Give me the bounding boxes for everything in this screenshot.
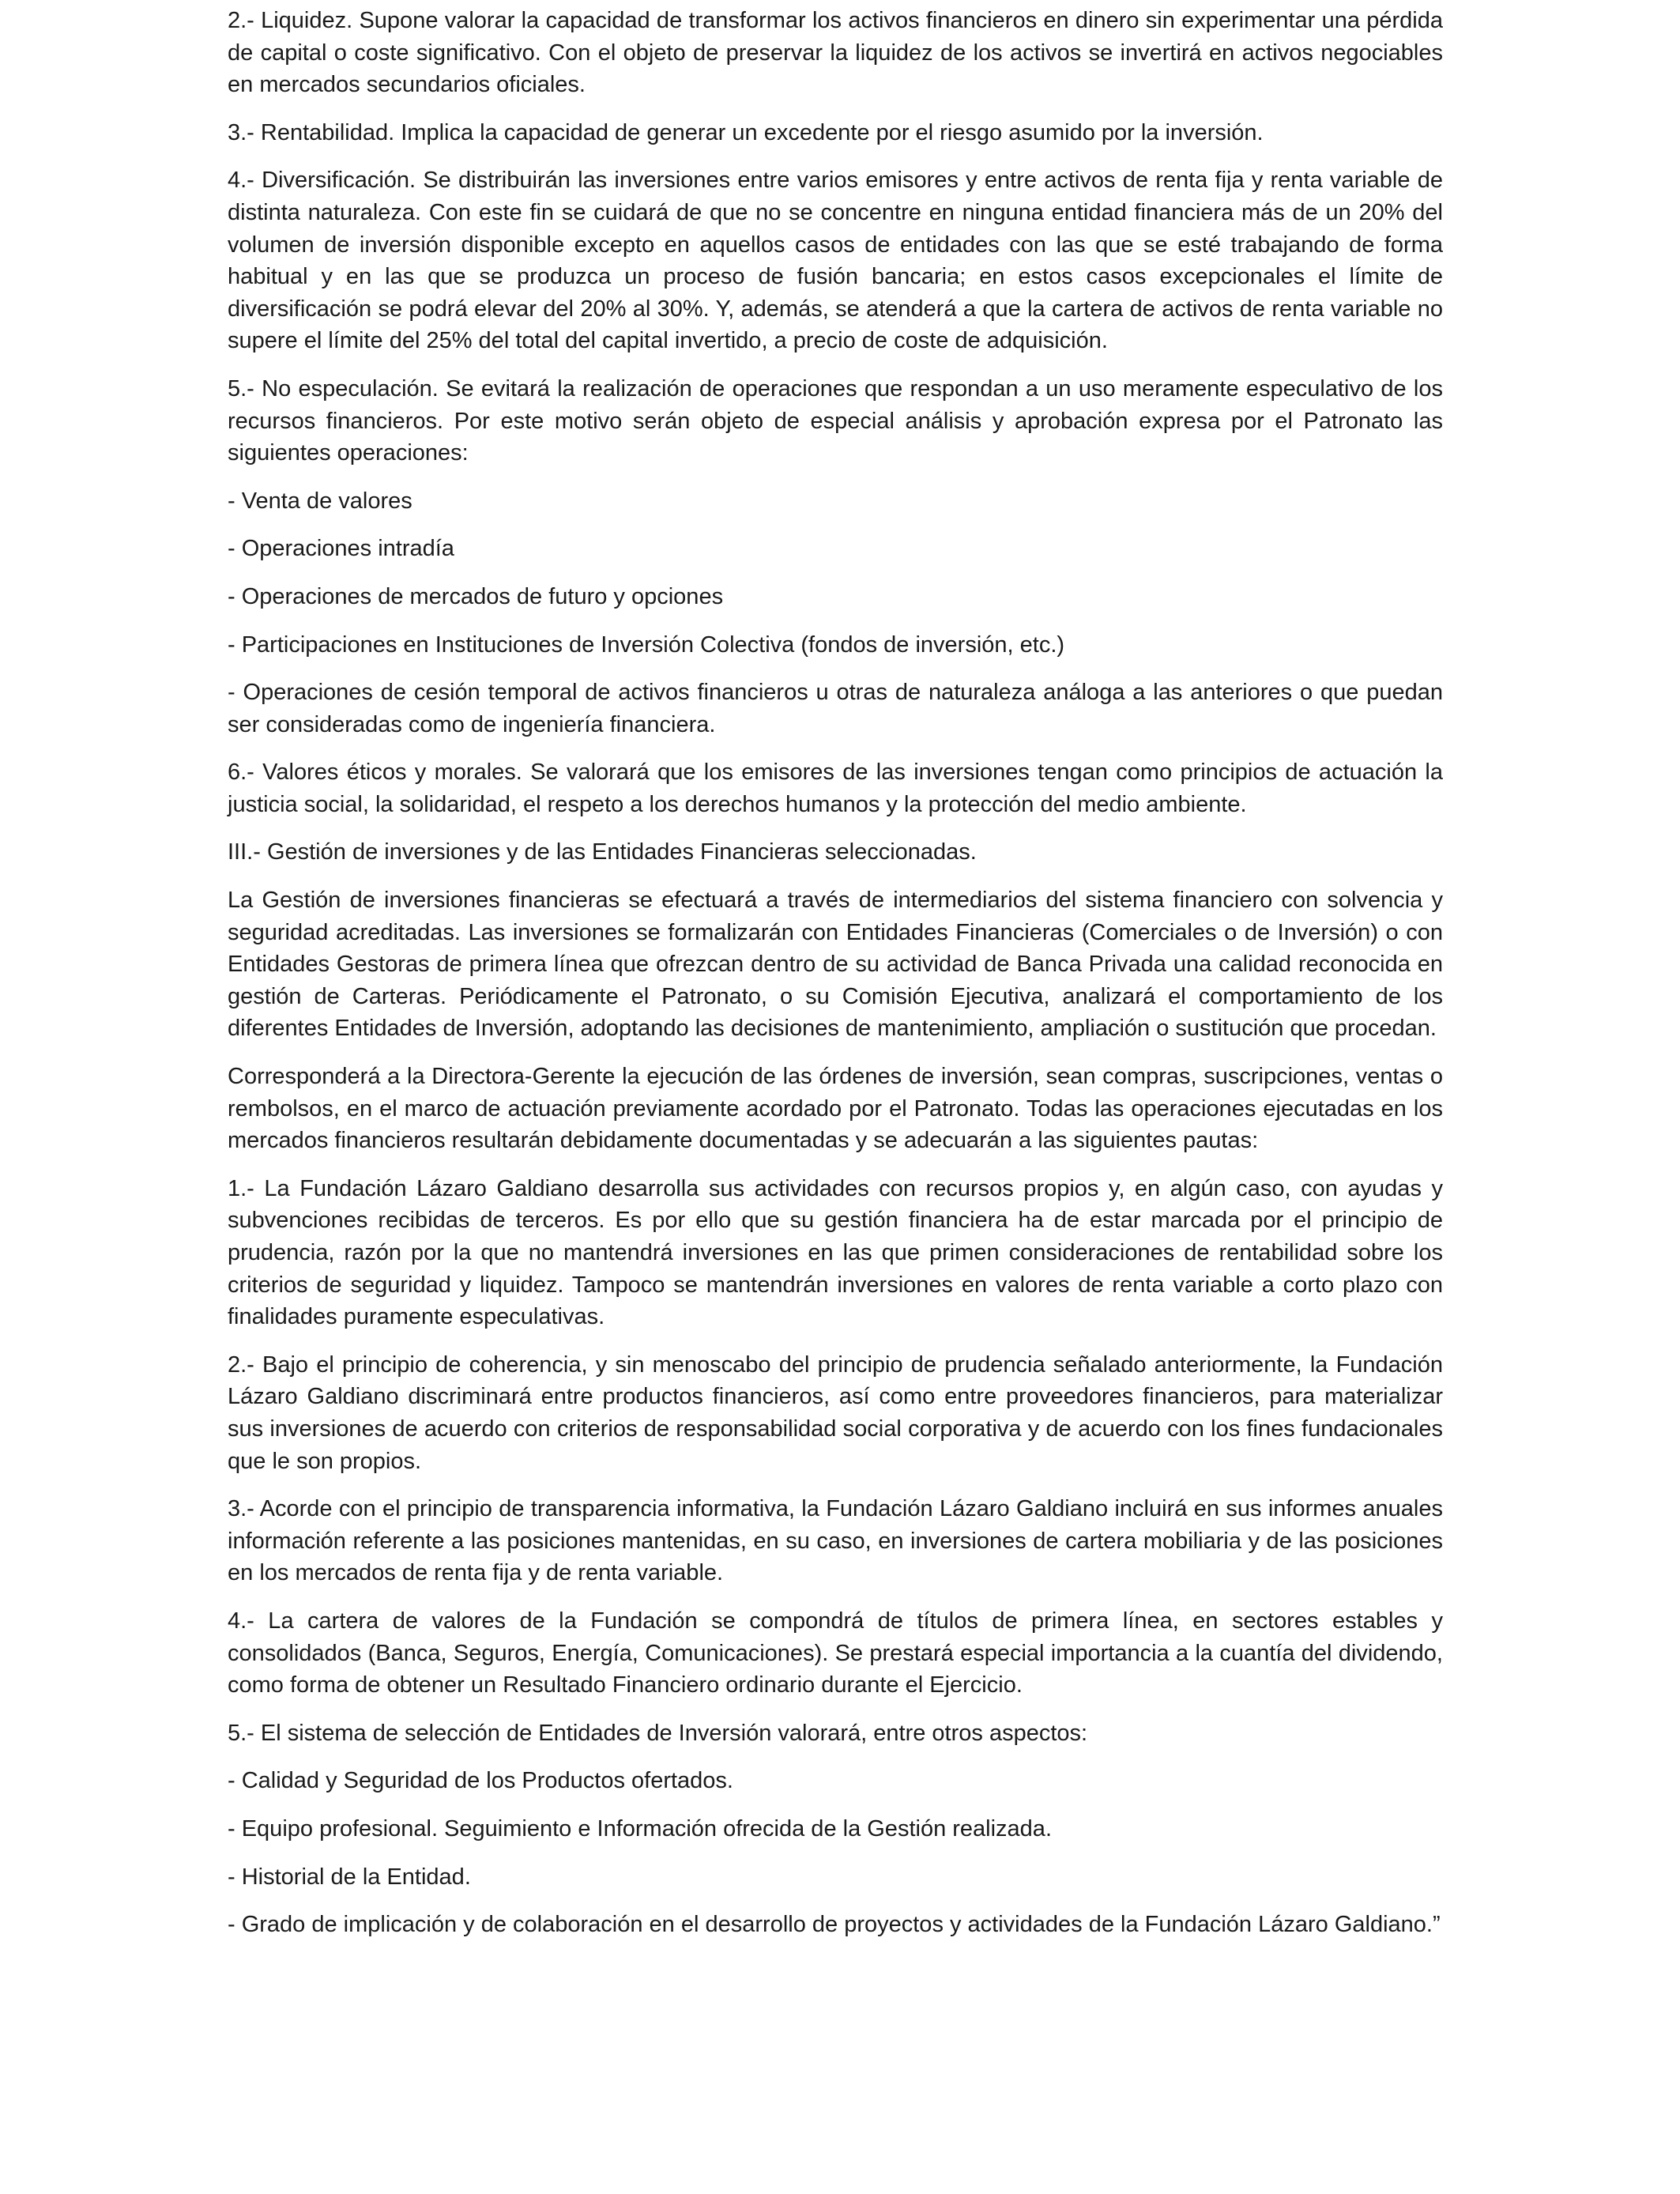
list-item: - Historial de la Entidad. (228, 1864, 471, 1890)
list-item: - Grado de implicación y de colaboración en el desarrollo de proyectos y actividades de la Fundación Lázaro Galdiano.” (228, 1912, 1441, 1938)
paragraph-valores-eticos: 6.- Valores éticos y morales. Se valorará que los emisores de las inversiones tengan como principios de actuación la justicia social, la solidaridad, el respeto a los derechos humanos y la protección del medio ambiente. (228, 760, 1443, 817)
paragraph-no-especulacion: 5.- No especulación. Se evitará la realización de operaciones que respondan a un uso meramente especulativo de los recursos financieros. Por este motivo serán objeto de especial análisis y aprobación expresa por el Patronato las siguientes operaciones: (228, 375, 1443, 466)
list-item: - Equipo profesional. Seguimiento e Información ofrecida de la Gestión realizada. (228, 1815, 1052, 1842)
list-item: - Venta de valores (228, 488, 412, 514)
paragraph-pauta-4: 4.- La cartera de valores de la Fundación se compondrá de títulos de primera línea, en sectores estables y consolidados (Banca, Seguros, Energía, Comunicaciones). Se prestará especial importancia a la cuantía del dividendo, como forma de obtener un Resultado Financiero ordinario durante el Ejercicio. (228, 1608, 1443, 1698)
document-page (228, 5, 1443, 1957)
paragraph-pauta-1: 1.- La Fundación Lázaro Galdiano desarrolla sus actividades con recursos propios y, en algún caso, con ayudas y subvenciones recibidas de terceros. Es por ello que su gestión financiera ha de estar marcada por el principio de prudencia, razón por la que no mantendrá inversiones en las que primen consideraciones de rentabilidad sobre los criterios de seguridad y liquidez. Tampoco se mantendrán inversiones en valores de renta variable a corto plazo con finalidades puramente especulativas. (228, 1175, 1443, 1330)
paragraph-gestion: La Gestión de inversiones financieras se efectuará a través de intermediarios del sistema financiero con solvencia y seguridad acreditadas. Las inversiones se formalizarán con Entidades Financieras (Comerciales o de Inversión) o con Entidades Gestoras de primera línea que ofrezcan dentro de su actividad de Banca Privada una calidad reconocida en gestión de Carteras. Periódicamente el Patronato, o su Comisión Ejecutiva, analizará el comportamiento de los diferentes Entidades de Inversión, adoptando las decisiones de mantenimiento, ampliación o sustitución que procedan. (228, 888, 1443, 1042)
list-item: - Participaciones en Instituciones de Inversión Colectiva (fondos de inversión, etc.) (228, 631, 1065, 658)
list-item: - Operaciones de cesión temporal de activos financieros u otras de naturaleza análoga a las anteriores o que puedan ser consideradas como de ingeniería financiera. (228, 680, 1443, 737)
paragraph-diversificacion: 4.- Diversificación. Se distribuirán las inversiones entre varios emisores y entre activos de renta fija y renta variable de distinta naturaleza. Con este fin se cuidará de que no se concentre en ninguna entidad financiera más de un 20% del volumen de inversión disponible excepto en aquellos casos de entidades con las que se esté trabajando de forma habitual y en las que se produzca un proceso de fusión bancaria; en estos casos excepcionales el límite de diversificación se podrá elevar del 20% al 30%. Y, además, se atenderá a que la cartera de activos de renta variable no supere el límite del 25% del total del capital invertido, a precio de coste de adquisición. (228, 168, 1443, 354)
paragraph-liquidez: 2.- Liquidez. Supone valorar la capacidad de transformar los activos financieros en dinero sin experimentar una pérdida de capital o coste significativo. Con el objeto de preservar la liquidez de los activos se invertirá en activos negociables en mercados secundarios oficiales. (228, 8, 1443, 98)
paragraph-directora-gerente: Corresponderá a la Directora-Gerente la ejecución de las órdenes de inversión, sean compras, suscripciones, ventas o rembolsos, en el marco de actuación previamente acordado por el Patronato. Todas las operaciones ejecutadas en los mercados financieros resultarán debidamente documentadas y se adecuarán a las siguientes pautas: (228, 1064, 1443, 1154)
paragraph-pauta-5: 5.- El sistema de selección de Entidades de Inversión valorará, entre otros aspectos: (228, 1720, 1088, 1746)
paragraph-pauta-3: 3.- Acorde con el principio de transparencia informativa, la Fundación Lázaro Galdiano incluirá en sus informes anuales información referente a las posiciones mantenidas, en su caso, en inversiones de cartera mobiliaria y de las posiciones en los mercados de renta fija y de renta variable. (228, 1496, 1443, 1586)
section-heading: III.- Gestión de inversiones y de las Entidades Financieras seleccionadas. (228, 839, 977, 865)
paragraph-pauta-2: 2.- Bajo el principio de coherencia, y sin menoscabo del principio de prudencia señalado anteriormente, la Fundación Lázaro Galdiano discriminará entre productos financieros, así como entre proveedores financieros, para materializar sus inversiones de acuerdo con criterios de responsabilidad social corporativa y de acuerdo con los fines fundacionales que le son propios. (228, 1351, 1443, 1474)
list-item: - Operaciones de mercados de futuro y opciones (228, 583, 724, 609)
paragraph-rentabilidad: 3.- Rentabilidad. Implica la capacidad de generar un excedente por el riesgo asumido por la inversión. (228, 119, 1264, 145)
list-item: - Operaciones intradía (228, 536, 454, 562)
list-item: - Calidad y Seguridad de los Productos ofertados. (228, 1768, 733, 1794)
